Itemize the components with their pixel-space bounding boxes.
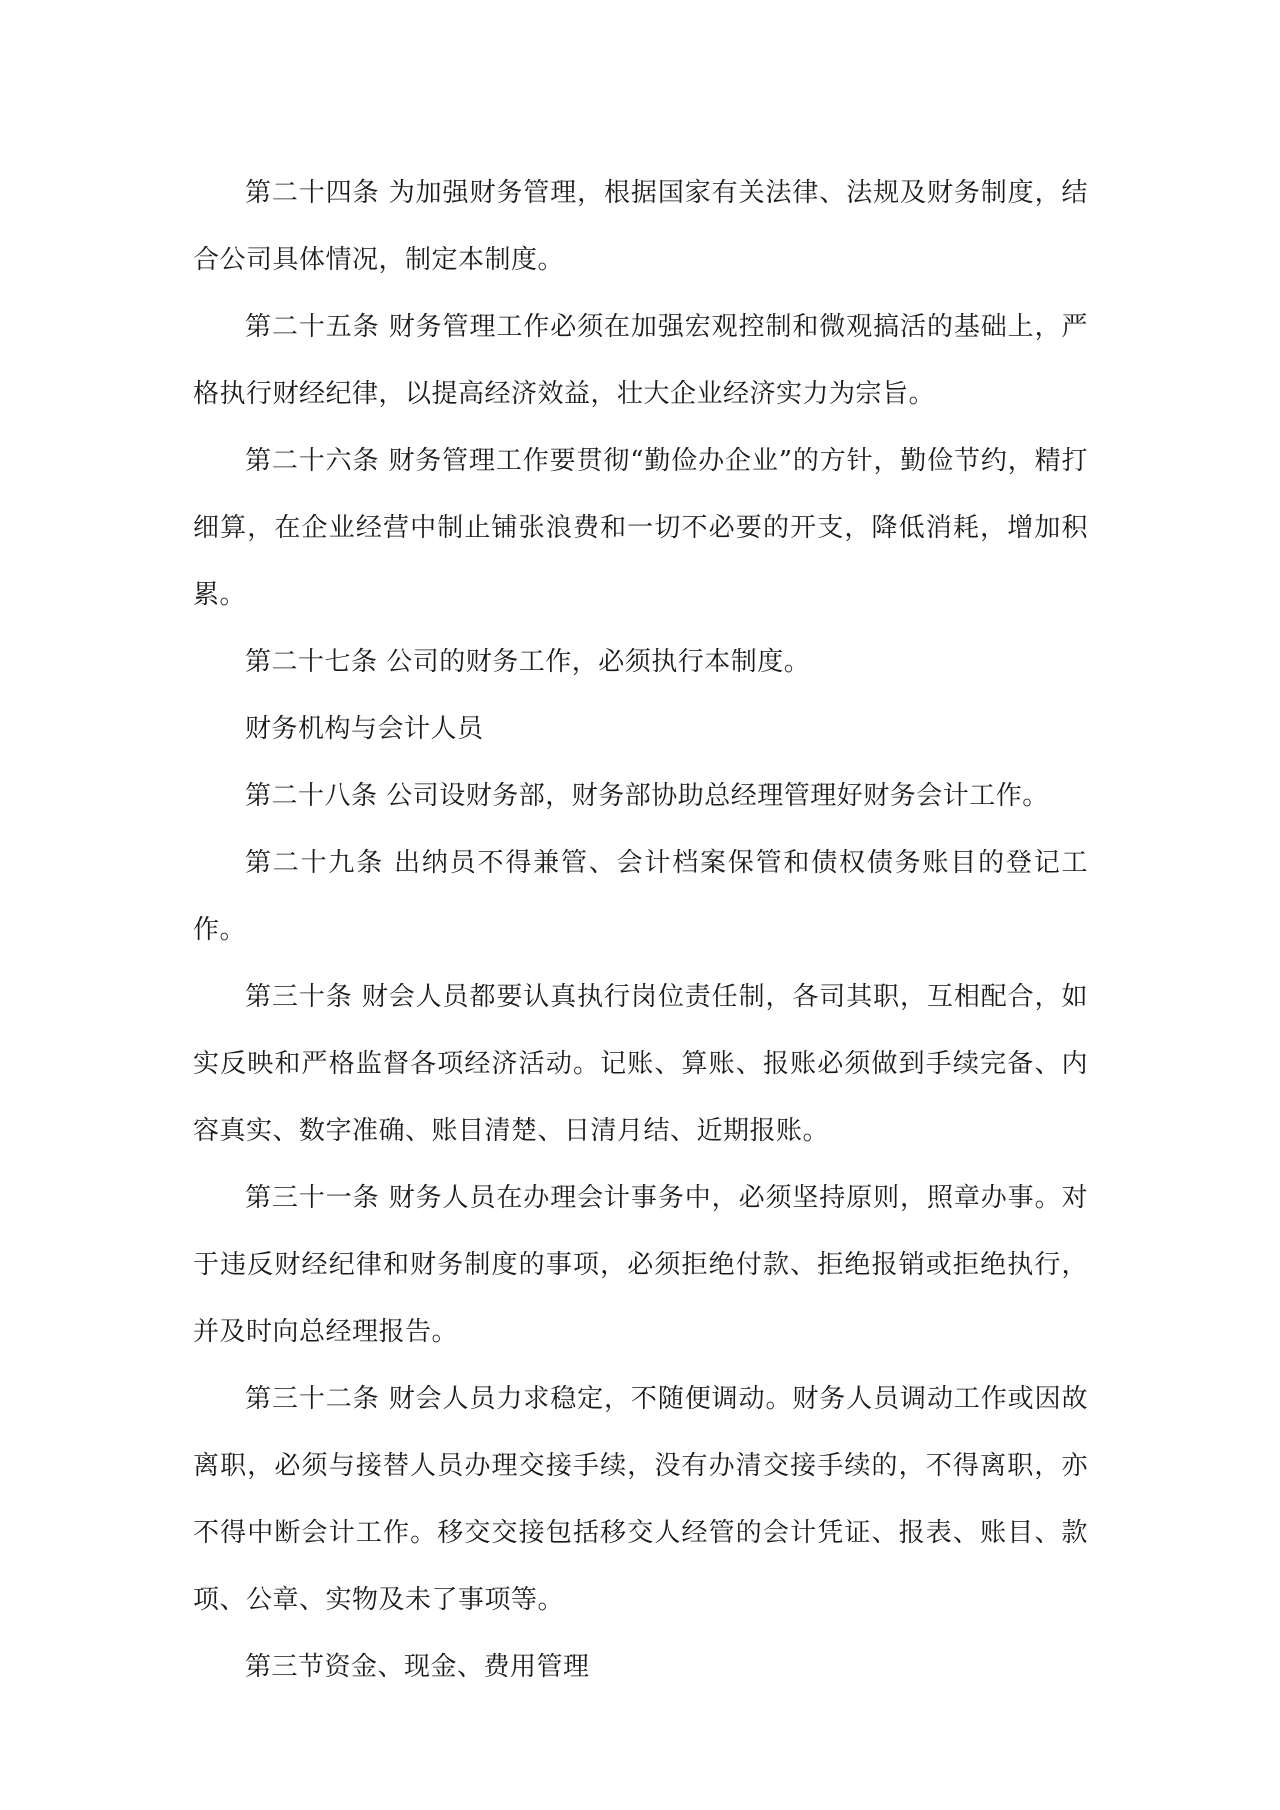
paragraph-article-25: 第二十五条 财务管理工作必须在加强宏观控制和微观搞活的基础上，严格执行财经纪律，以提高经济效益，壮大企业经济实力为宗旨。 bbox=[193, 312, 1088, 409]
section-heading-section-3: 第三节资金、现金、费用管理 bbox=[245, 1652, 590, 1682]
paragraph-article-30: 第三十条 财会人员都要认真执行岗位责任制，各司其职，互相配合，如实反映和严格监督各项经济活动。记账、算账、报账必须做到手续完备、内容真实、数字准确、账目清楚、日清月结、近期报账。 bbox=[193, 982, 1088, 1146]
paragraph-article-29: 第二十九条 出纳员不得兼管、会计档案保管和债权债务账目的登记工作。 bbox=[193, 848, 1088, 945]
document-body bbox=[193, 160, 1088, 1701]
paragraph-article-24: 第二十四条 为加强财务管理，根据国家有关法律、法规及财务制度，结合公司具体情况，制定本制度。 bbox=[193, 178, 1088, 275]
paragraph-article-26: 第二十六条 财务管理工作要贯彻“勤俭办企业”的方针，勤俭节约，精打细算，在企业经营中制止铺张浪费和一切不必要的开支，降低消耗，增加积累。 bbox=[193, 446, 1088, 610]
paragraph-article-28: 第二十八条 公司设财务部，财务部协助总经理管理好财务会计工作。 bbox=[245, 781, 1049, 811]
paragraph-article-31: 第三十一条 财务人员在办理会计事务中，必须坚持原则，照章办事。对于违反财经纪律和财务制度的事项，必须拒绝付款、拒绝报销或拒绝执行，并及时向总经理报告。 bbox=[193, 1183, 1088, 1347]
paragraph-article-27: 第二十七条 公司的财务工作，必须执行本制度。 bbox=[245, 647, 811, 677]
paragraph-article-32: 第三十二条 财会人员力求稳定，不随便调动。财务人员调动工作或因故离职，必须与接替人员办理交接手续，没有办清交接手续的，不得离职，亦不得中断会计工作。移交交接包括移交人经管的会计凭证、报表、账目、款项、公章、实物及未了事项等。 bbox=[193, 1384, 1088, 1615]
section-heading-finance-staff: 财务机构与会计人员 bbox=[245, 714, 484, 744]
